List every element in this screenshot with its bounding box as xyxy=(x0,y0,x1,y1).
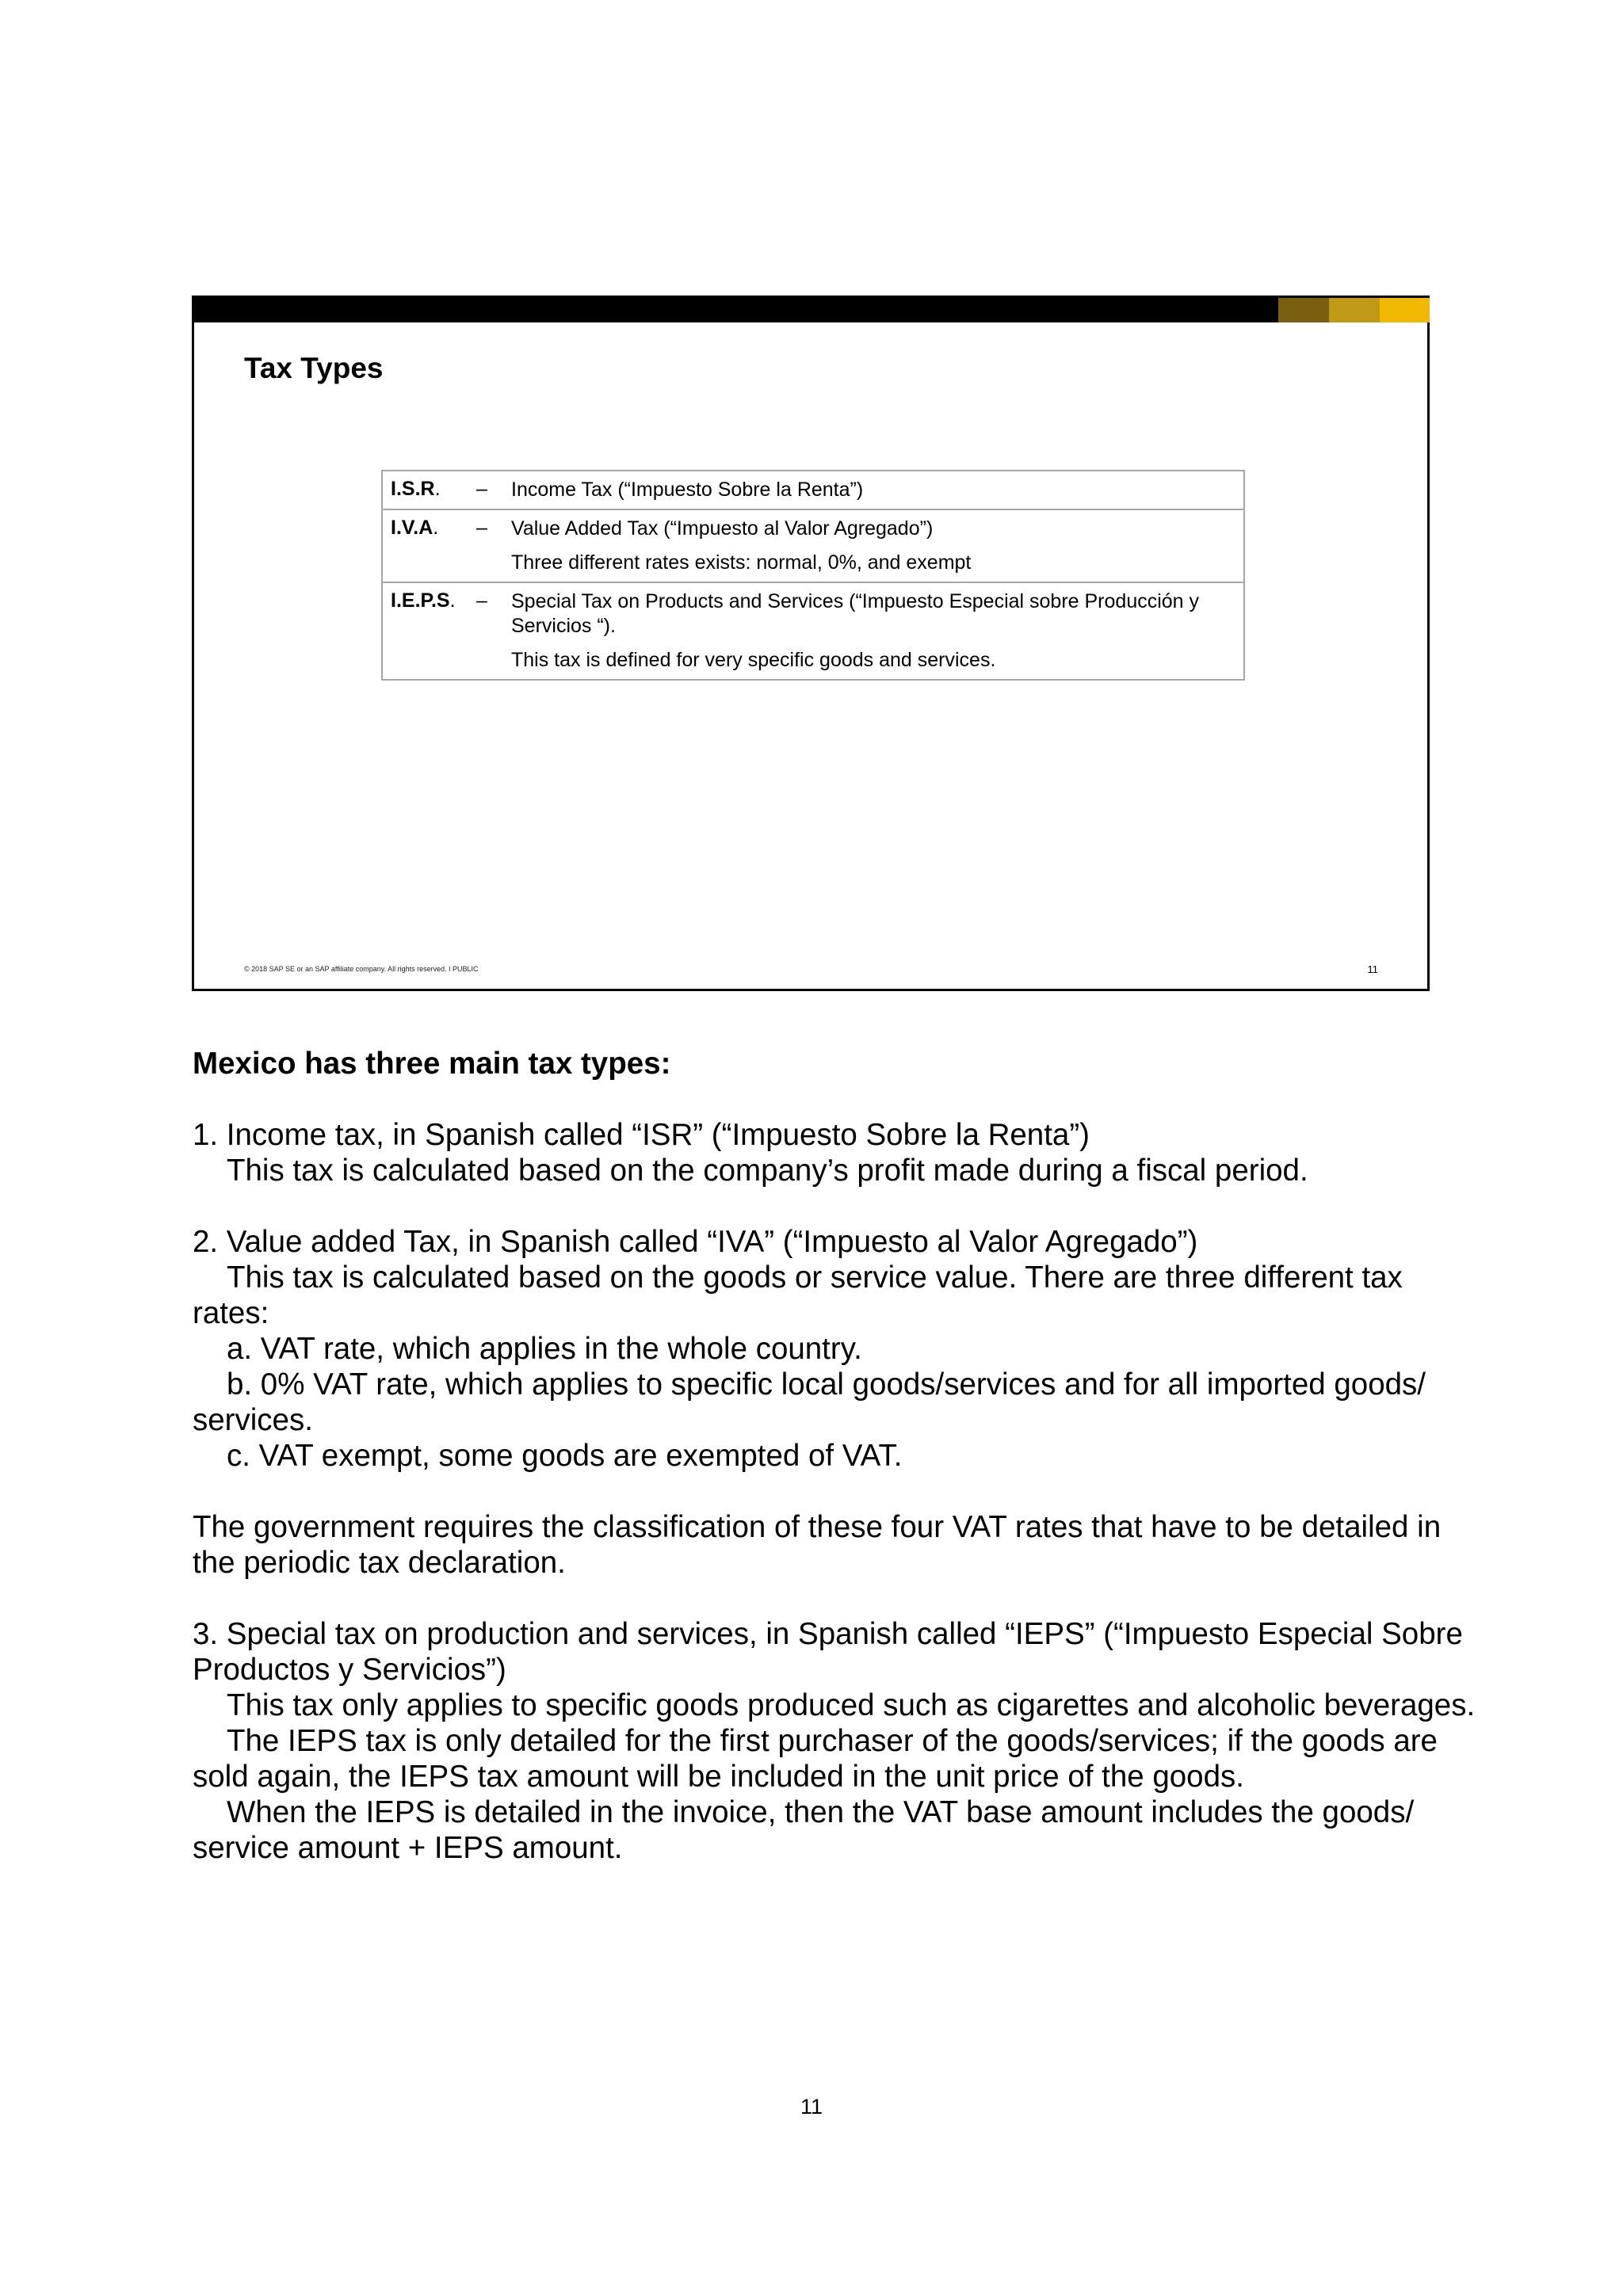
ieps-description-3-cont: service amount + IEPS amount. xyxy=(193,1831,623,1865)
table-row xyxy=(382,582,1244,680)
slide-number: 11 xyxy=(1367,963,1378,975)
government-requirement: The government requires the classification of these four VAT rates that have to be detailed in xyxy=(193,1510,1442,1544)
vat-rate-a: a. VAT rate, which applies in the whole country. xyxy=(227,1332,862,1366)
vat-rate-c: c. VAT exempt, some goods are exempted of VAT. xyxy=(227,1439,903,1473)
tax-description: Special Tax on Products and Services (“Impuesto Especial sobre Producción y Servicios “). This tax is defined for very specific goods and services. xyxy=(511,582,1244,680)
table-row xyxy=(382,509,1244,582)
tax-note: Three different rates exists: normal, 0%, and exempt xyxy=(511,551,972,574)
accent-block-light xyxy=(1380,298,1430,322)
ieps-description-3: When the IEPS is detailed in the invoice, then the VAT base amount includes the goods/ xyxy=(227,1795,1415,1829)
accent-block-dark xyxy=(1278,298,1329,322)
tax-description: Income Tax (“Impuesto Sobre la Renta”) xyxy=(511,479,864,501)
ieps-description-1: This tax only applies to specific goods produced such as cigarettes and alcoholic beverages. xyxy=(227,1688,1476,1722)
tax-description: Value Added Tax (“Impuesto al Valor Agregado”) Three different rates exists: normal, 0%, and exempt xyxy=(511,509,1244,582)
table-row xyxy=(382,471,1244,509)
tax-abbreviation: I.V.A. xyxy=(391,517,439,539)
tax-abbreviation: I.E.P.S. xyxy=(391,589,456,612)
tax-abbreviation: I.S.R. xyxy=(391,478,441,500)
isr-title: 1. Income tax, in Spanish called “ISR” (“Impuesto Sobre la Renta”) xyxy=(193,1118,1090,1152)
vat-rate-b-cont: services. xyxy=(193,1403,313,1437)
accent-block-mid xyxy=(1329,298,1380,322)
slide-title: Tax Types xyxy=(244,352,384,384)
isr-description: This tax is calculated based on the company’s profit made during a fiscal period. xyxy=(227,1154,1308,1188)
dash: – xyxy=(476,589,487,612)
government-requirement-cont: the periodic tax declaration. xyxy=(193,1546,566,1580)
tax-note: This tax is defined for very specific goods and services. xyxy=(511,649,996,671)
slide-copyright: © 2018 SAP SE or an SAP affiliate company. All rights reserved. ǀ PUBLIC xyxy=(244,965,479,973)
slide xyxy=(192,296,1430,991)
ieps-title: 3. Special tax on production and services, in Spanish called “IEPS” (“Impuesto Especial Sobre xyxy=(193,1617,1463,1651)
vat-rate-b: b. 0% VAT rate, which applies to specific local goods/services and for all imported goods/ xyxy=(227,1367,1426,1402)
dash: – xyxy=(476,517,487,539)
page-number: 11 xyxy=(800,2095,823,2119)
dash: – xyxy=(476,478,487,500)
speaker-notes xyxy=(193,1046,1476,1866)
ieps-description-2-cont: sold again, the IEPS tax amount will be included in the unit price of the goods. xyxy=(193,1760,1244,1794)
tax-types-table xyxy=(381,470,1245,681)
iva-description-cont: rates: xyxy=(193,1296,269,1330)
ieps-title-cont: Productos y Servicios”) xyxy=(193,1653,506,1687)
ieps-description-2: The IEPS tax is only detailed for the first purchaser of the goods/services; if the goods are xyxy=(227,1724,1438,1758)
iva-title: 2. Value added Tax, in Spanish called “IVA” (“Impuesto al Valor Agregado”) xyxy=(193,1225,1198,1259)
slide-top-bar xyxy=(194,298,1427,322)
notes-heading: Mexico has three main tax types: xyxy=(193,1047,671,1081)
iva-description: This tax is calculated based on the goods or service value. There are three different tax xyxy=(227,1261,1403,1295)
